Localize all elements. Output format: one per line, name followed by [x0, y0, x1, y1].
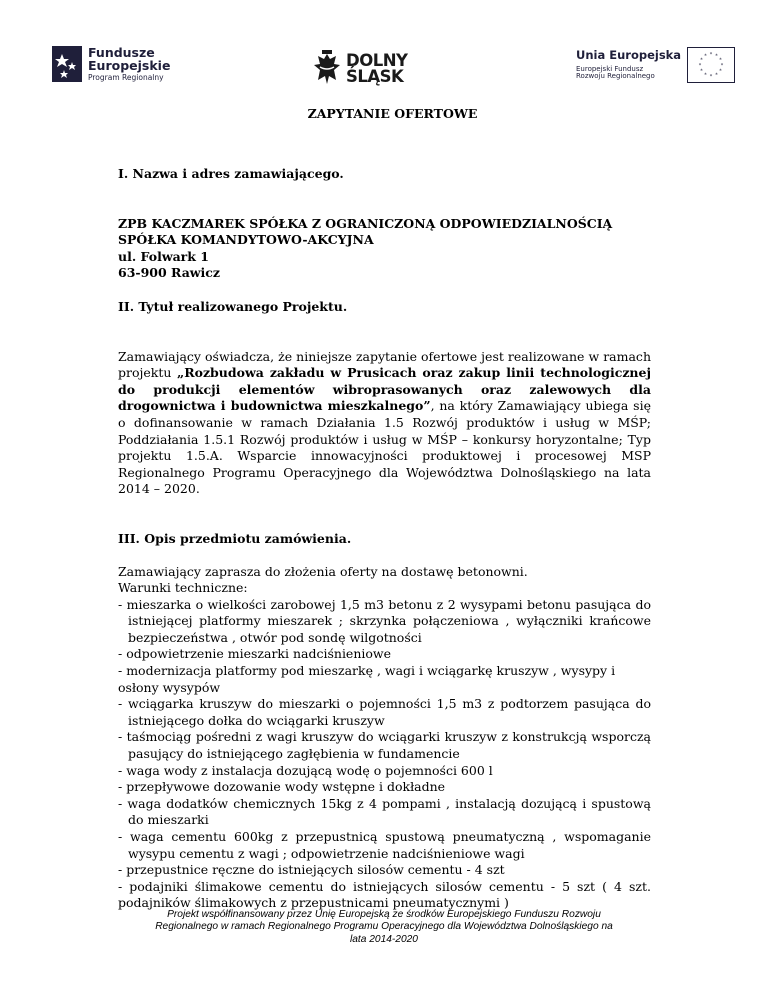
svg-text:*: *	[698, 63, 702, 69]
description-line: - waga cementu 600kg z przepustnicą spustową pneumatyczną , wspomaganie wysypu cementu z wagi ; odpowietrzenie nadciśnieniowe wagi	[118, 829, 651, 861]
eagle-crest-icon	[312, 50, 342, 88]
page-footer	[80, 909, 688, 946]
header-logos	[0, 0, 768, 110]
description-line: - wciągarka kruszyw do mieszarki o pojemności 1,5 m3 z podtorzem pasująca do istniejącego dołka do wciągarki kruszyw	[118, 696, 651, 728]
address-line: ZPB KACZMAREK SPÓŁKA Z OGRANICZONĄ ODPOWIEDZIALNOŚCIĄ	[118, 215, 613, 231]
fundusze-europejskie-emblem-icon	[52, 46, 82, 82]
svg-text:*: *	[709, 74, 713, 80]
project-intro: Zamawiający oświadcza, że niniejsze zapytanie ofertowe jest realizowane w ramach projektu	[118, 348, 651, 381]
dolny-slask-text	[346, 53, 408, 84]
project-title: „Rozbudowa zakładu w Prusicach oraz zakup linii technologicznej do produkcji elementów wibroprasowanych oraz zalewowych dla drogownictwa i budownictwa mieszkalnego”	[118, 365, 651, 414]
ue-line3: Rozwoju Regionalnego	[576, 72, 655, 81]
description-line: - mieszarka o wielkości zarobowej 1,5 m3 betonu z 2 wysypami betonu pasująca do istniejącej platformy mieszarek ; skrzynka połączeniowa , wyłączniki krańcowe bezpieczeństwa , otwór pod sondę wilgotności	[118, 596, 651, 645]
unia-europejska-logo	[576, 47, 735, 83]
svg-text:*: *	[719, 57, 722, 64]
description-line: - odpowietrzenie mieszarki nadciśnieniowe	[118, 646, 392, 662]
ordering-party-address	[118, 216, 651, 282]
unia-europejska-text	[576, 49, 681, 81]
description-line: - modernizacja platformy pod mieszarkę , wagi i wciągarkę kruszyw , wysypy i osłony wysypów	[118, 663, 616, 695]
address-line: 63-900 Rawicz	[118, 265, 221, 281]
svg-text:*: *	[700, 68, 703, 75]
address-line: ul. Folwark 1	[118, 248, 209, 264]
address-line: SPÓŁKA KOMANDYTOWO-AKCYJNA	[118, 232, 374, 248]
description-line: - waga wody z instalacja dozującą wodę o pojemności 600 l	[118, 762, 493, 778]
description-line: - przepływowe dozowanie wody wstępne i dokładne	[118, 779, 446, 795]
description-line: - waga dodatków chemicznych 15kg z 4 pompami , instalacją dozującą i spustową do mieszarki	[118, 795, 651, 828]
section-2-heading: II. Tytuł realizowanego Projektu.	[118, 298, 348, 314]
svg-text:*: *	[704, 53, 707, 60]
svg-text:*: *	[709, 52, 713, 58]
description-line: - taśmociąg pośredni z wagi kruszyw do wciągarki kruszyw z konstrukcją wsporczą pasujący do istniejącego zagłębienia w fundamencie	[118, 729, 651, 762]
footer-line: lata 2014-2020	[350, 933, 418, 945]
footer-line: Regionalnego w ramach Regionalnego Programu Operacyjnego dla Województwa Dolnośląskiego na	[155, 921, 613, 933]
project-description: , na który Zamawiający ubiega się o dofinansowanie w ramach Działania 1.5 Rozwój produktów i usług w MŚP; Poddziałania 1.5.1 Rozwój produktów i usług w MŚP – konkursy horyzontalne; Typ projektu 1.5.A. Wsparcie innowacyjności produktowej i procesowej MSP Regionalnego Programu Operacyjnego dla Województwa Dolnośląskiego na lata 2014 – 2020.	[118, 398, 651, 497]
eu-flag-icon	[687, 47, 735, 83]
description-line: Warunki techniczne:	[118, 580, 248, 596]
svg-text:*: *	[715, 72, 718, 79]
section-1-heading: I. Nazwa i adres zamawiającego.	[118, 166, 344, 181]
svg-text:*: *	[700, 57, 703, 64]
fe-line3: Program Regionalny	[88, 73, 164, 83]
description-line: - podajniki ślimakowe cementu do istniejących silosów cementu - 5 szt ( 4 szt. podajników ślimakowych z przepustnicami pneumatycznymi )	[118, 878, 651, 911]
ue-line2: Europejski Fundusz	[576, 64, 644, 73]
fe-line2: Europejskie	[88, 58, 171, 74]
dolny-slask-logo	[312, 50, 408, 88]
document-body	[118, 106, 651, 912]
ue-line1: Unia Europejska	[576, 47, 682, 62]
ds-line2: ŚLĄSK	[346, 67, 404, 86]
description-line: Zamawiający zaprasza do złożenia oferty na dostawę betonowni.	[118, 563, 528, 579]
svg-text:*: *	[715, 53, 718, 60]
fe-line1: Fundusze	[88, 45, 155, 60]
svg-text:*: *	[719, 68, 722, 75]
fundusze-europejskie-logo	[52, 46, 170, 82]
svg-text:*: *	[720, 63, 724, 69]
order-description	[118, 564, 651, 912]
section-3-heading: III. Opis przedmiotu zamówienia.	[118, 530, 352, 546]
footer-line: Projekt współfinansowany przez Unię Europejską ze środków Europejskiego Funduszu Rozwoju	[167, 909, 601, 920]
document-title: ZAPYTANIE OFERTOWE	[307, 106, 478, 121]
svg-text:*: *	[704, 72, 707, 79]
project-paragraph	[118, 349, 651, 498]
description-line: - przepustnice ręczne do istniejących silosów cementu - 4 szt	[118, 862, 505, 878]
fundusze-europejskie-text	[88, 46, 170, 82]
ds-line1: DOLNY	[346, 51, 408, 71]
